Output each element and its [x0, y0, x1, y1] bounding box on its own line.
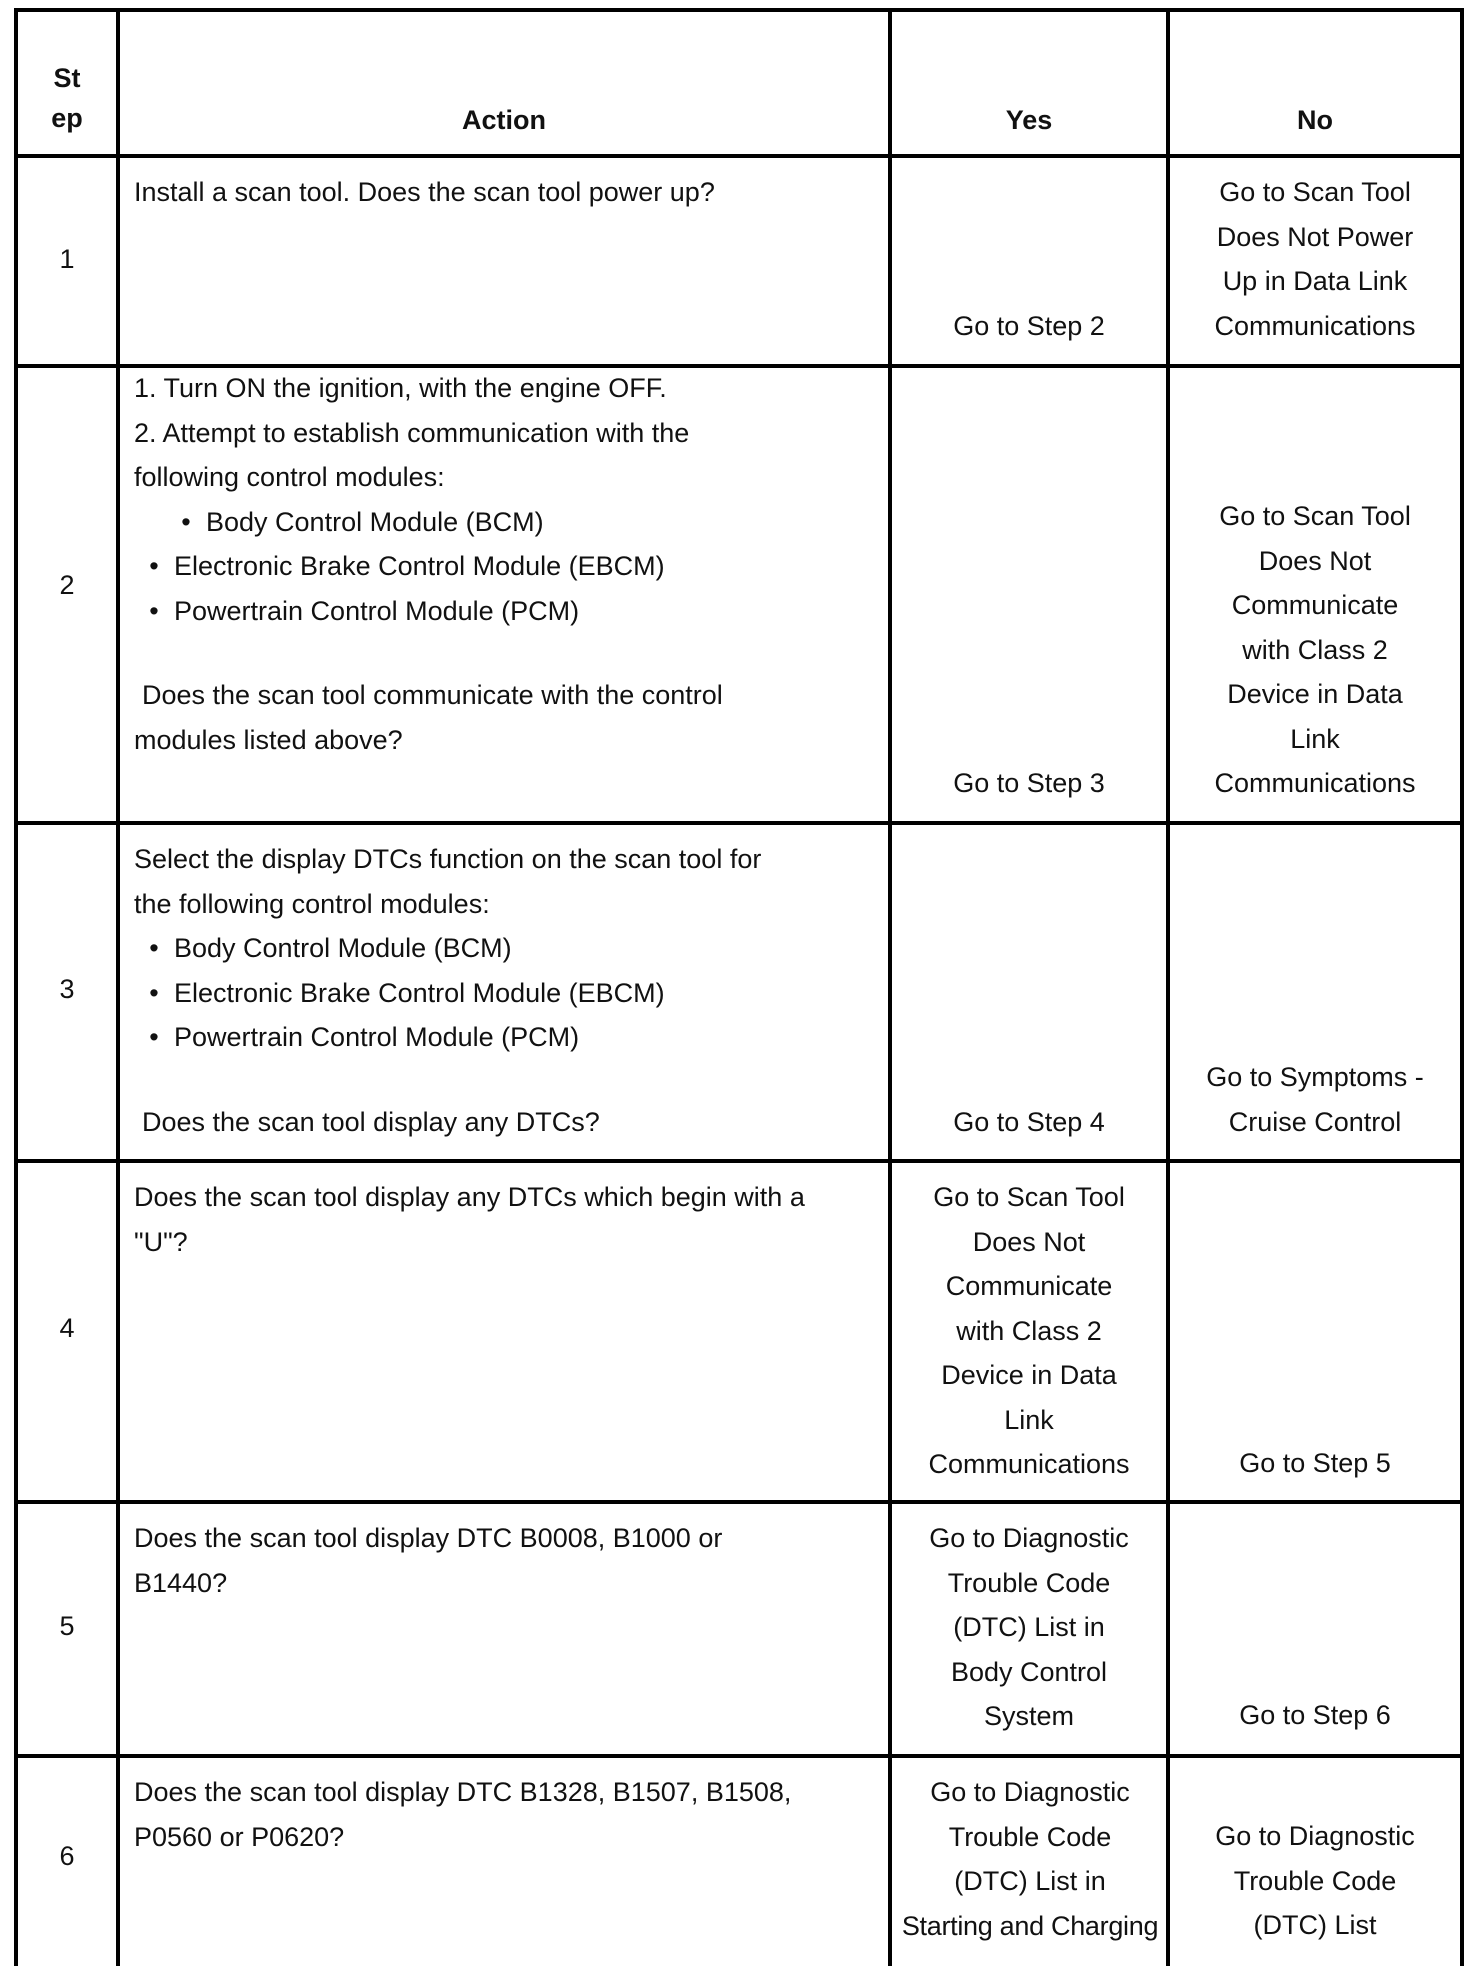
header-action: Action — [462, 105, 546, 135]
yes-cell: Go to Diagnostic Trouble Code (DTC) List in Starting and Charging — [901, 1777, 1159, 1941]
yes-cell: Go to Diagnostic Trouble Code (DTC) List in Body Control System — [929, 1523, 1129, 1731]
action-text: Does the scan tool display DTC B1328, B1507, B1508, P0560 or P0620? — [134, 1777, 792, 1852]
header-step: St ep — [51, 63, 83, 133]
row-divider — [14, 821, 1464, 825]
action-text: Does the scan tool display any DTCs which begin with a "U"? — [134, 1182, 805, 1257]
table-border-right — [1460, 8, 1464, 1966]
no-cell: Go to Step 6 — [1239, 1700, 1391, 1730]
action-text: Does the scan tool display DTC B0008, B1000 or B1440? — [134, 1523, 723, 1598]
row-divider — [14, 154, 1464, 158]
step-number: 3 — [59, 974, 75, 1004]
step-number: 4 — [59, 1313, 75, 1343]
step-number: 1 — [59, 244, 75, 274]
row-divider — [14, 1159, 1464, 1163]
no-cell: Go to Diagnostic Trouble Code (DTC) List — [1215, 1821, 1415, 1940]
yes-cell: Go to Step 3 — [953, 768, 1105, 798]
yes-cell: Go to Step 2 — [953, 311, 1105, 341]
yes-cell: Go to Step 4 — [953, 1107, 1105, 1137]
step-number: 2 — [59, 570, 75, 600]
header-no: No — [1297, 105, 1333, 135]
action-text: Select the display DTCs function on the scan tool for the following control modules: • Body Control Module (BCM) • Electronic Brake Control Module (EBCM) • Powertrain Control Module (PCM) Does the scan tool display any DTCs? — [134, 844, 762, 1137]
no-cell: Go to Scan Tool Does Not Communicate with Class 2 Device in Data Link Communications — [1214, 501, 1416, 798]
column-divider — [116, 8, 120, 1966]
step-number: 6 — [59, 1841, 75, 1871]
yes-cell: Go to Scan Tool Does Not Communicate with Class 2 Device in Data Link Communications — [928, 1182, 1130, 1479]
row-divider — [14, 1500, 1464, 1504]
table-border-top — [14, 8, 1464, 12]
no-cell: Go to Step 5 — [1239, 1448, 1391, 1478]
header-yes: Yes — [1005, 105, 1053, 135]
no-cell: Go to Scan Tool Does Not Power Up in Data Link Communications — [1214, 177, 1416, 341]
step-number: 5 — [59, 1611, 75, 1641]
no-cell: Go to Symptoms - Cruise Control — [1206, 1062, 1424, 1137]
action-text: 1. Turn ON the ignition, with the engine OFF. 2. Attempt to establish communication with the following control modules: • Body Control Module (BCM) • Electronic Brake Control Module (EBCM) • Powertrain Control Module (PCM) Does the scan tool communicate with the control modules listed above? — [134, 373, 723, 755]
row-divider — [14, 1754, 1464, 1758]
action-text: Install a scan tool. Does the scan tool power up? — [134, 177, 715, 207]
